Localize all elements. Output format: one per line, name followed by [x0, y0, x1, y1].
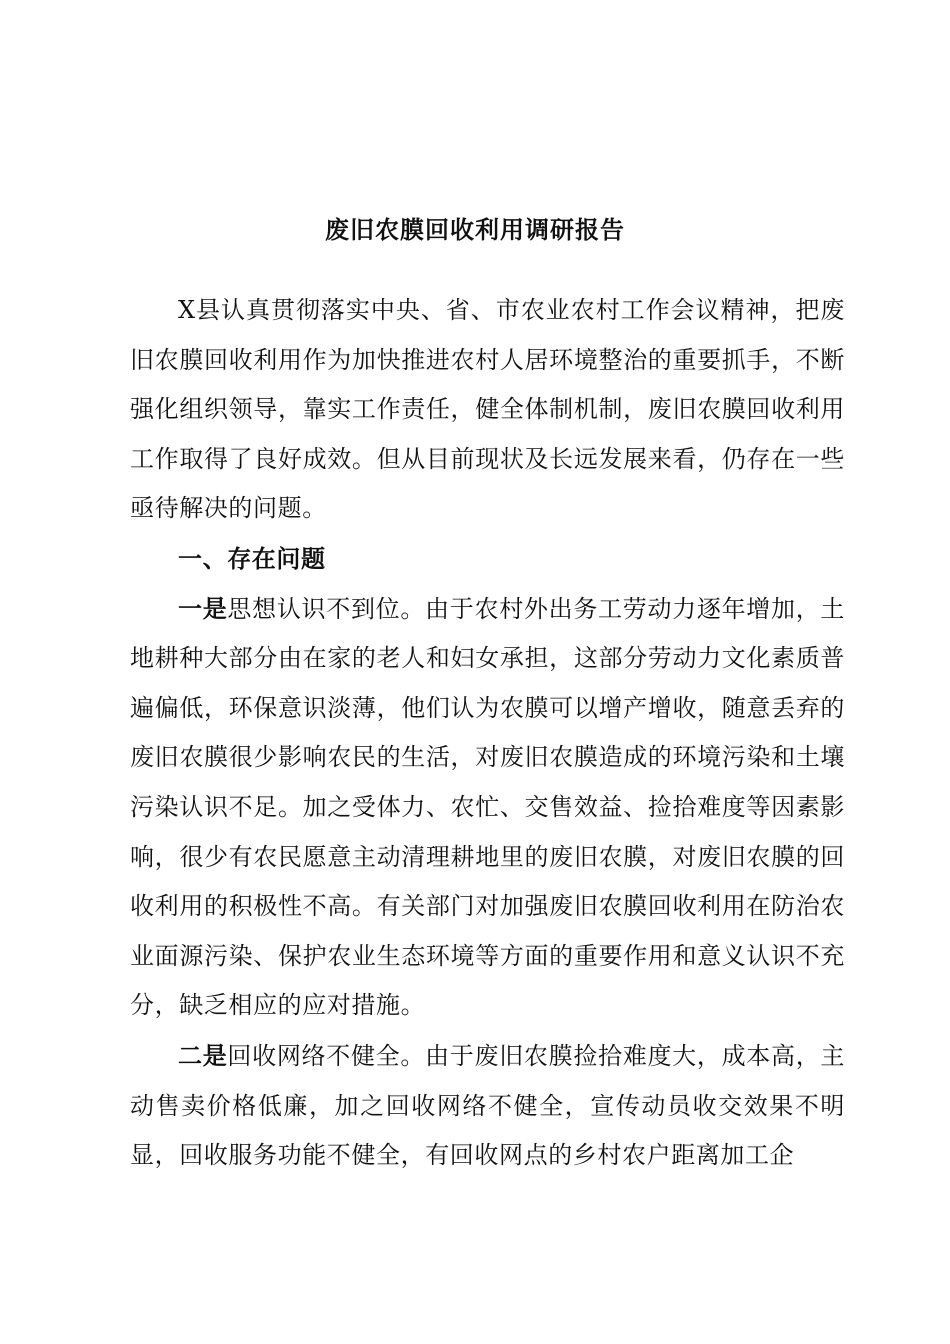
- problem-item-2: [130, 1031, 845, 1181]
- problem-item-1-lead: 一是: [178, 593, 228, 623]
- document-body: [130, 286, 845, 1181]
- intro-paragraph: X县认真贯彻落实中央、省、市农业农村工作会议精神，把废旧农膜回收利用作为加快推进农村人居环境整治的重要抓手，不断强化组织领导，靠实工作责任，健全体制机制，废旧农膜回收利用工作取得了良好成效。但从目前现状及长远发展来看，仍存在一些亟待解决的问题。: [130, 296, 845, 523]
- document-title: 废旧农膜回收利用调研报告: [325, 215, 625, 244]
- problem-item-1-text: 思想认识不到位。由于农村外出务工劳动力逐年增加，土地耕种大部分由在家的老人和妇女承担，这部分劳动力文化素质普遍偏低，环保意识淡薄，他们认为农膜可以增产增收，随意丢弃的废旧农膜很少影响农民的生活，对废旧农膜造成的环境污染和土壤污染认识不足。加之受体力、农忙、交售效益、捡拾难度等因素影响，很少有农民愿意主动清理耕地里的废旧农膜，对废旧农膜的回收利用的积极性不高。有关部门对加强废旧农膜回收利用在防治农业面源污染、保护农业生态环境等方面的重要作用和意义认识不充分，缺乏相应的应对措施。: [130, 594, 846, 1020]
- section-heading-problems: 一、存在问题: [178, 543, 326, 573]
- problem-item-1: [130, 584, 845, 1031]
- problem-item-2-lead: 二是: [178, 1040, 228, 1070]
- problem-item-2-text: 回收网络不健全。由于废旧农膜捡拾难度大，成本高，主动售卖价格低廉，加之回收网络不健全，宣传动员收交效果不明显，回收服务功能不健全，有回收网点的乡村农户距离加工企: [130, 1041, 846, 1170]
